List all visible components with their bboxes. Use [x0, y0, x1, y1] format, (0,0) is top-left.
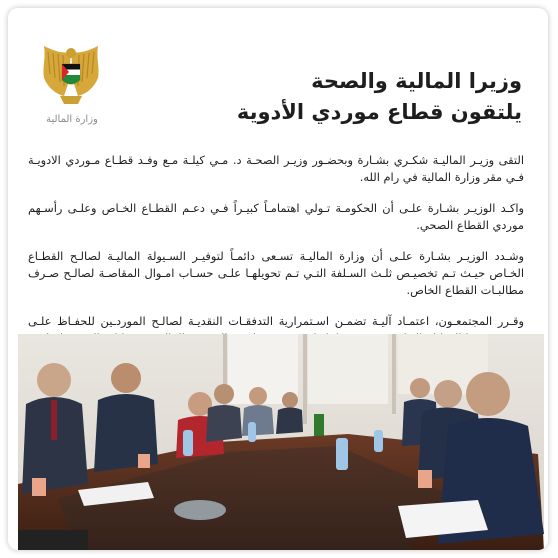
headline-line-1: وزيرا المالية والصحة — [311, 69, 522, 93]
headline — [142, 66, 522, 128]
paragraph-3: وشـدد الوزيـر بشـارة علـى أن وزارة الماليـة تسـعى دائمـاً لتوفيـر السـيولة الماليـة لصالـح القطـاع الخـاص حيـث تـم تخصيـص ثلـث السـلفة التـي تـم تحويلهـا علـى حسـاب امـوال المقاصـة لصالـح صـرف مطالبـات القطاع الخاص. — [28, 249, 524, 297]
palestine-eagle-emblem-icon — [38, 44, 104, 108]
meeting-photo — [18, 334, 544, 550]
paragraph-4: وقـرر المجتمعـون، اعتمـاد آليـة تضمـن اسـتمرارية التدفقـات النقديـة لصالـح الموردـين للحفـاظ علـى — [28, 314, 524, 328]
headline-line-2: يلتقون قطاع موردي الأدوية — [236, 100, 522, 124]
news-card — [8, 8, 548, 550]
paragraph-1: التقى وزيـر الماليـة شكـري بشـارة وبحضـور وزيـر الصحـة د. مـي كيلـة مـع وفـد قطـاع مـوردي الادويـة فـي مقر وزارة المالية في رام الله. — [28, 153, 524, 184]
paragraph-2: واكـد الوزيـر بشـارة علـى أن الحكومـة تـولي اهتمامـاً كبيـراً فـي دعـم القطـاع الخـاص وعلـى رأسـهم موردي القطاع الصحي. — [28, 201, 524, 232]
ministry-name: وزارة المالية — [46, 114, 98, 125]
